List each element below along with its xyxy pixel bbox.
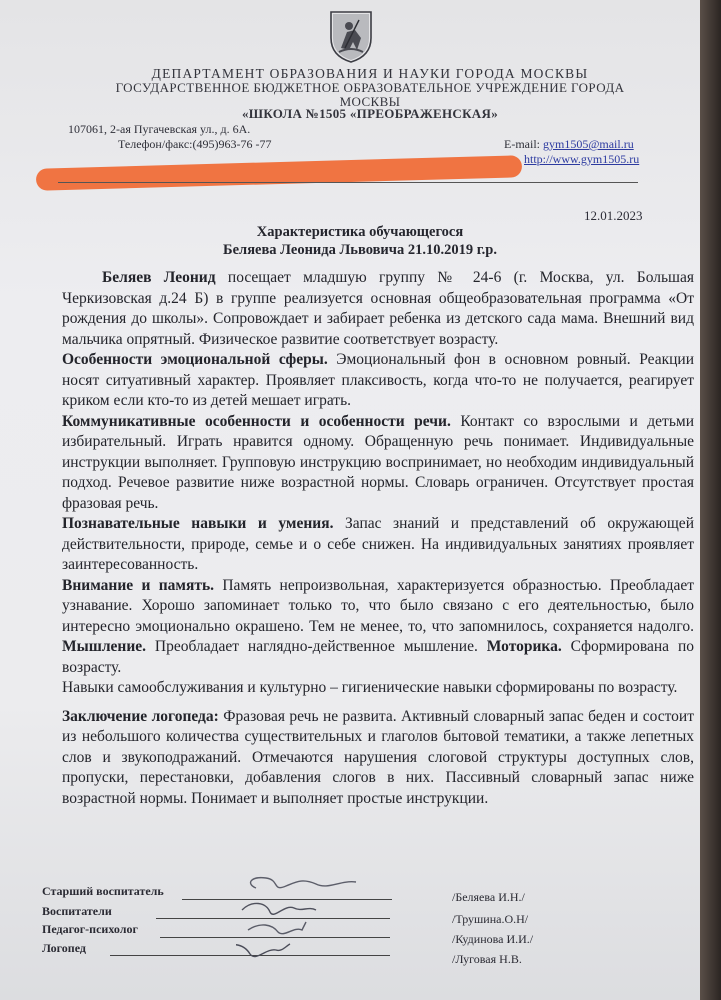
motor-text: Сформирована по возрасту. — [62, 638, 694, 676]
institution-line-2: МОСКВЫ — [339, 94, 401, 109]
attention-text: Память непроизвольная, характеризуется образностью. Преобладает узнавание. Хорошо запоминает только то, что было связано с его деятельностью, было интересно эмоционально окрашено. Тем не менее, то, что запомнилось, сохраняется надолго. — [62, 576, 694, 635]
email-link[interactable]: gym1505@mail.ru — [543, 137, 634, 151]
document-title: Характеристика обучающегося — [256, 224, 464, 240]
handwritten-signatures — [236, 866, 386, 976]
document-body — [62, 268, 694, 809]
child-name: Беляев Леонид — [102, 269, 216, 286]
paragraph-attention — [62, 576, 694, 679]
document-subtitle: Беляева Леонида Львовича 21.10.2019 г.р. — [223, 242, 497, 258]
intro-text: посещает младшую группу № 24-6 (г. Москва, ул. Большая Черкизовская д.24 Б) в группе реализуется основная общеобразовательная программа «От рождения до школы». Сопровождает и забирает ребенка из детского сада мама. Внешний вид мальчика опрятный. Физическое развитие соответствует возрасту. — [62, 269, 694, 348]
moscow-coat-of-arms-icon — [325, 8, 377, 64]
email-label: E-mail: — [504, 137, 543, 151]
thinking-text: Преобладает наглядно-действенное мышление. — [146, 638, 487, 655]
paragraph-emotional — [62, 350, 694, 412]
communication-heading: Коммуникативные особенности и особенности речи. — [62, 412, 451, 430]
redaction-bar — [36, 155, 522, 191]
signature-name-speech-therapist: /Луговая Н.В. — [452, 952, 522, 966]
header-divider — [58, 182, 638, 183]
department-title: ДЕПАРТАМЕНТ ОБРАЗОВАНИЯ И НАУКИ ГОРОДА МОСКВЫ — [151, 66, 589, 81]
document-date: 12.01.2023 — [584, 208, 643, 223]
thinking-heading: Мышление. — [62, 638, 147, 655]
paragraph-intro — [62, 268, 694, 350]
signature-role-teachers: Воспитатели — [42, 904, 112, 918]
emotional-heading: Особенности эмоциональной сферы. — [62, 351, 328, 368]
signature-role-psychologist: Педагог-психолог — [42, 922, 138, 936]
cognitive-heading: Познавательные навыки и умения. — [62, 515, 334, 532]
signature-name-senior-teacher: /Беляева И.Н./ — [452, 890, 525, 904]
background-edge — [700, 0, 721, 1000]
paragraph-cognitive — [62, 514, 694, 576]
attention-heading: Внимание и память. — [62, 576, 215, 594]
cognitive-text: Запас знаний и представлений об окружающей действительности, природе, семье и о себе снижен. На индивидуальных занятиях проявляет заинтересованность. — [62, 515, 694, 573]
paragraph-conclusion — [62, 707, 694, 810]
site-line — [524, 152, 639, 167]
signature-name-psychologist: /Кудинова И.И./ — [452, 932, 534, 946]
signature-role-speech-therapist: Логопед — [42, 941, 86, 955]
address: 107061, 2-ая Пугачевская ул., д. 6А. — [68, 122, 251, 136]
website-link[interactable]: http://www.gym1505.ru — [524, 152, 640, 166]
signature-name-teachers: /Трушина.О.Н/ — [452, 912, 529, 926]
school-name: «ШКОЛА №1505 «ПРЕОБРАЖЕНСКАЯ» — [241, 106, 498, 121]
conclusion-text: Фразовая речь не развита. Активный словарный запас беден и состоит из небольшого количества существительных и глаголов бытовой тематики, а также лепетных слов и звукоподражаний. Отмечаются нарушения слоговой структуры доступных слов, пропуски, перестановки, добавления слогов в них. Пассивный словарный запас ниже возрастной нормы. Понимает и выполняет простые инструкции. — [62, 707, 694, 807]
motor-heading: Моторика. — [486, 638, 562, 655]
paragraph-selfcare: Навыки самообслуживания и культурно – гигиенические навыки сформированы по возрасту. — [62, 679, 678, 696]
conclusion-heading: Заключение логопеда: — [62, 707, 219, 725]
communication-text: Контакт со взрослыми и детьми избирательный. Играть нравится одному. Обращенную речь понимает. Индивидуальные инструкции выполняет. Групповую инструкцию воспринимает, но необходим индивидуальный подход. Речевое развитие ниже возрастной нормы. Словарь ограничен. Отсутствует простая фразовая речь. — [62, 412, 695, 512]
signature-role-senior-teacher: Старший воспитатель — [42, 884, 164, 898]
institution-line-1: ГОСУДАРСТВЕННОЕ БЮДЖЕТНОЕ ОБРАЗОВАТЕЛЬНОЕ УЧРЕЖДЕНИЕ ГОРОДА — [115, 80, 625, 95]
paragraph-communication — [62, 412, 694, 515]
email-line — [504, 137, 634, 152]
emotional-text: Эмоциональный фон в основном ровный. Реакции носят ситуативный характер. Проявляет плаксивость, когда что-то не получается, реагирует криком если кто-то из детей мешает играть. — [62, 351, 694, 409]
phone-fax: Телефон/факс:(495)963-76 -77 — [118, 137, 272, 151]
